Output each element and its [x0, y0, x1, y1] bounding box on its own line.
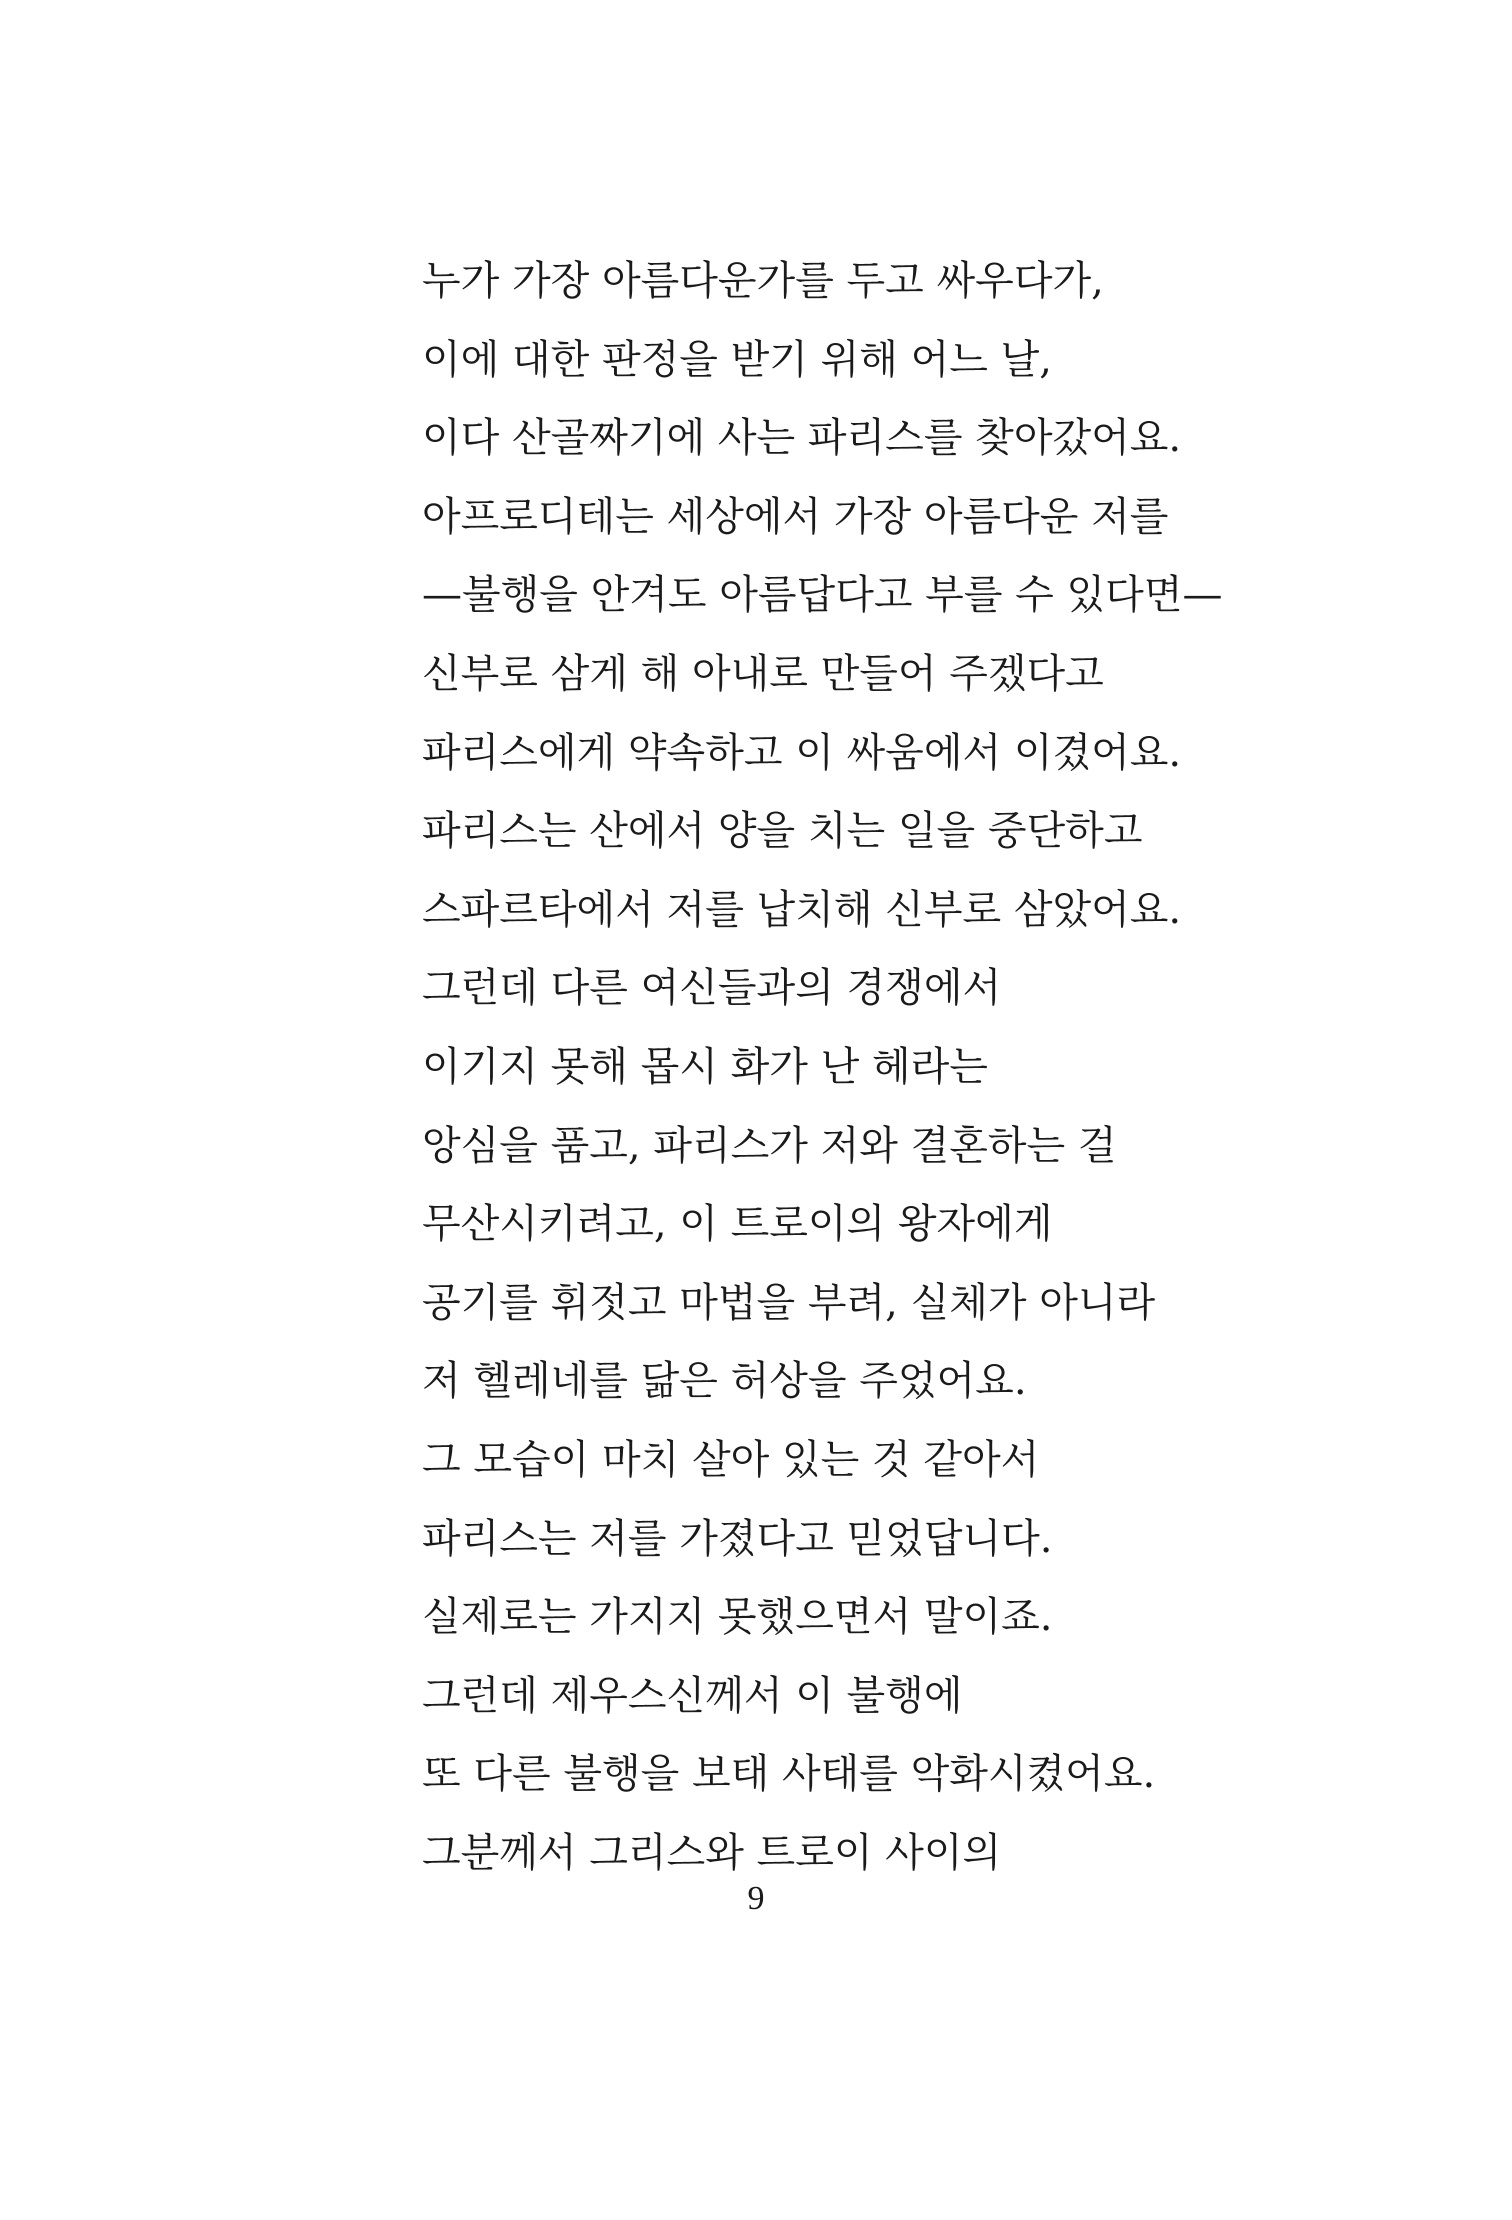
text-line: 파리스에게 약속하고 이 싸움에서 이겼어요. — [422, 729, 1182, 776]
text-line: 그분께서 그리스와 트로이 사이의 — [422, 1829, 1002, 1876]
text-line: 저 헬레네를 닮은 허상을 주었어요. — [422, 1358, 1027, 1405]
text-line: 이다 산골짜기에 사는 파리스를 찾아갔어요. — [422, 415, 1182, 462]
text-line: 그런데 다른 여신들과의 경쟁에서 — [422, 965, 1002, 1012]
page-number: 9 — [747, 1880, 765, 1917]
text-line: 실제로는 가지지 못했으면서 말이죠. — [422, 1594, 1053, 1641]
text-line: 그 모습이 마치 살아 있는 것 같아서 — [422, 1436, 1040, 1483]
text-line: 그런데 제우스신께서 이 불행에 — [422, 1672, 963, 1719]
text-line: 아프로디테는 세상에서 가장 아름다운 저를 — [422, 493, 1169, 540]
text-line: 또 다른 불행을 보태 사태를 악화시켰어요. — [422, 1751, 1156, 1798]
text-line: —불행을 안겨도 아름답다고 부를 수 있다면— — [422, 572, 1223, 619]
text-line: 앙심을 품고, 파리스가 저와 결혼하는 걸 — [422, 1122, 1117, 1169]
text-line: 이기지 못해 몹시 화가 난 헤라는 — [422, 1043, 988, 1090]
text-line: 누가 가장 아름다운가를 두고 싸우다가, — [422, 258, 1104, 304]
text-line: 스파르타에서 저를 납치해 신부로 삼았어요. — [422, 886, 1182, 933]
text-line: 파리스는 산에서 양을 치는 일을 중단하고 — [422, 808, 1143, 855]
text-line: 공기를 휘젓고 마법을 부려, 실체가 아니라 — [422, 1279, 1156, 1326]
text-line: 파리스는 저를 가졌다고 믿었답니다. — [422, 1515, 1053, 1562]
text-line: 이에 대한 판정을 받기 위해 어느 날, — [422, 336, 1052, 383]
text-line: 신부로 삼게 해 아내로 만들어 주겠다고 — [422, 650, 1104, 697]
body-text — [422, 242, 1422, 1892]
text-line: 무산시키려고, 이 트로이의 왕자에게 — [422, 1201, 1053, 1248]
